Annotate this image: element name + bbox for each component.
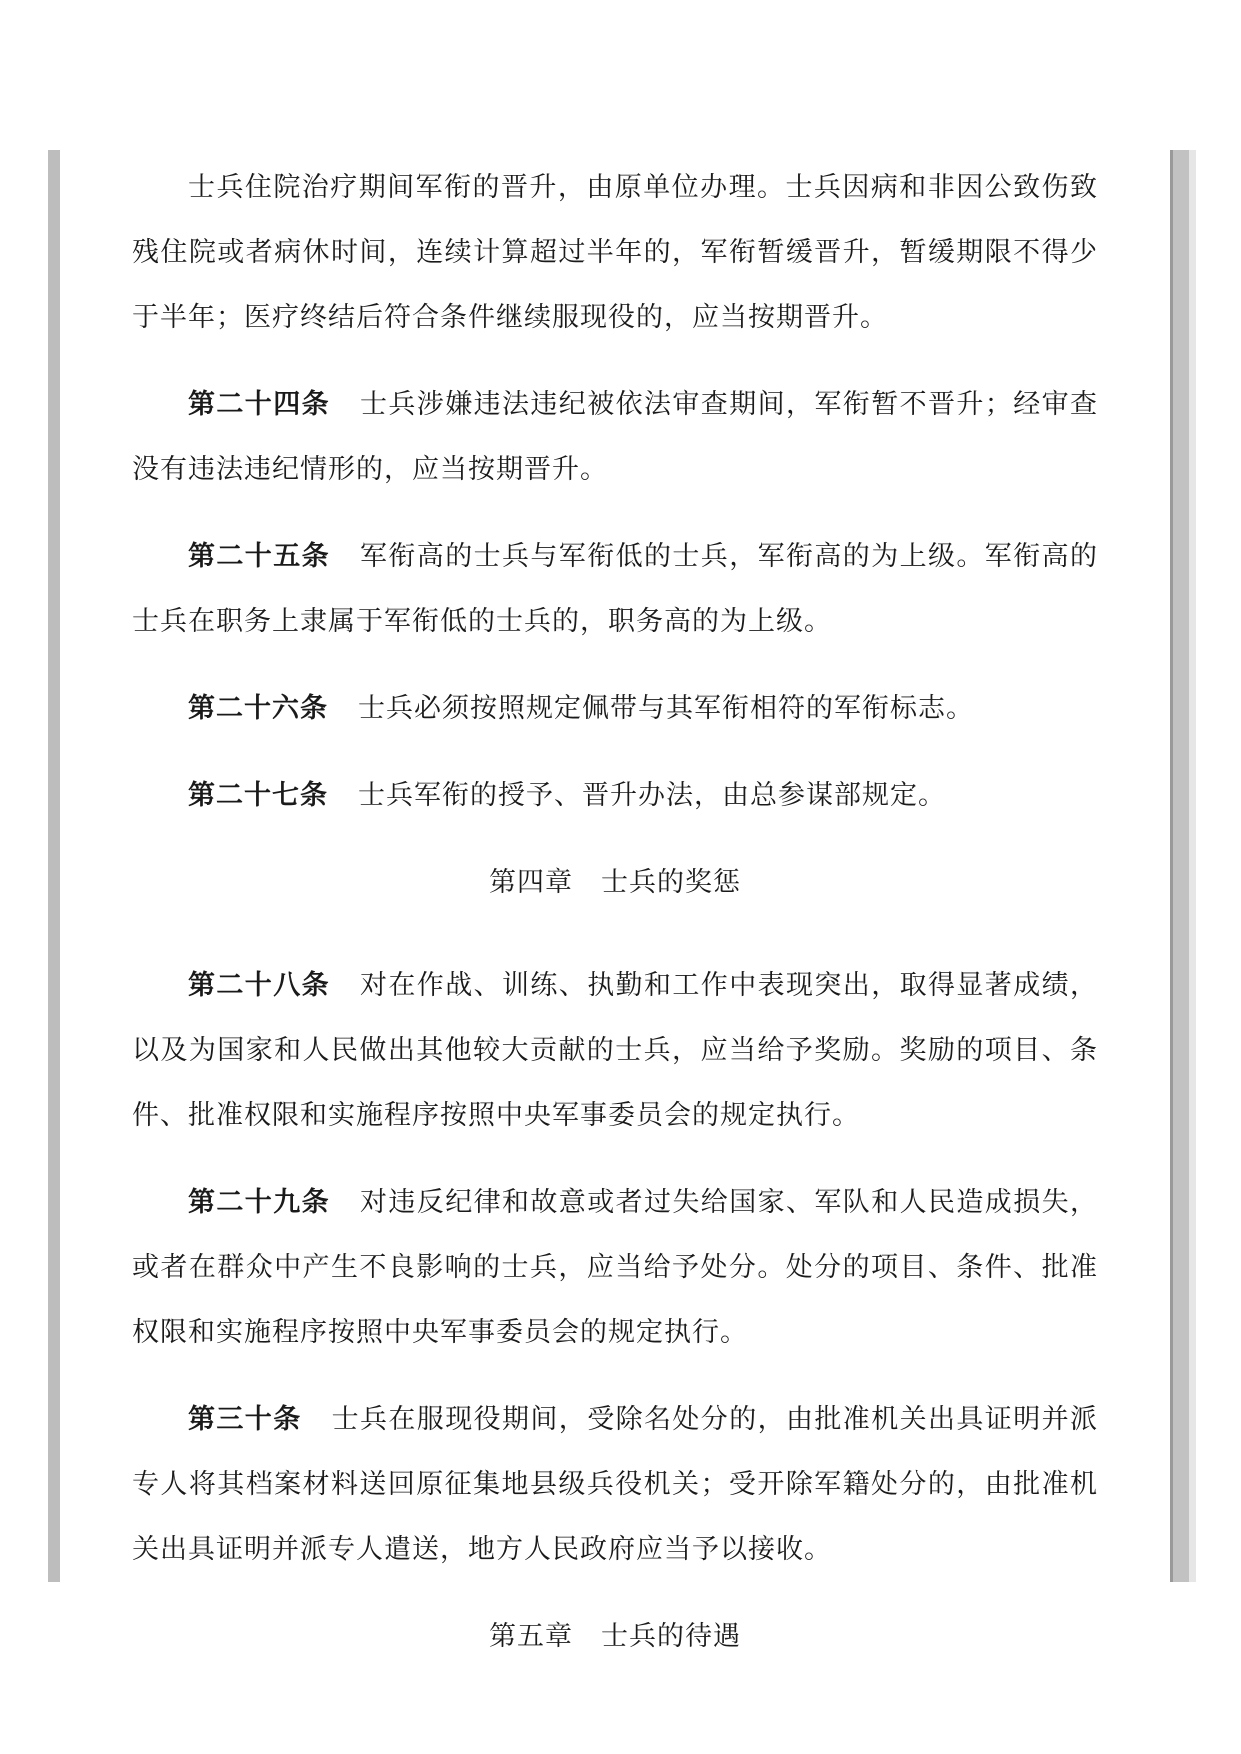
article-27-label: 第二十七条	[188, 780, 328, 811]
right-margin-bar	[1170, 150, 1189, 1582]
document-body	[132, 155, 1098, 1707]
article-29-label: 第二十九条	[188, 1187, 330, 1218]
paragraph-article-28	[132, 953, 1098, 1148]
article-27-text: 士兵军衔的授予、晋升办法，由总参谋部规定。	[358, 780, 946, 811]
chapter-4-heading: 第四章 士兵的奖惩	[489, 867, 741, 898]
article-30-text: 士兵在服现役期间，受除名处分的，由批准机关出具证明并派专人将其档案材料送回原征集地县级兵役机关；受开除军籍处分的，由批准机关出具证明并派专人遣送，地方人民政府应当予以接收。	[132, 1404, 1099, 1565]
article-26-label: 第二十六条	[188, 693, 328, 724]
article-29-text: 对违反纪律和故意或者过失给国家、军队和人民造成损失，或者在群众中产生不良影响的士兵，应当给予处分。处分的项目、条件、批准权限和实施程序按照中央军事委员会的规定执行。	[132, 1187, 1098, 1348]
paragraph-article-30	[132, 1387, 1098, 1582]
chapter-5-heading: 第五章 士兵的待遇	[489, 1621, 741, 1652]
article-25-label: 第二十五条	[188, 541, 330, 572]
paragraph-article-26	[132, 676, 1098, 741]
paragraph-article-27	[132, 763, 1098, 828]
article-24-label: 第二十四条	[188, 389, 330, 420]
paragraph-article-24	[132, 372, 1098, 502]
paragraph-article-23-continued: 士兵住院治疗期间军衔的晋升，由原单位办理。士兵因病和非因公致伤致残住院或者病休时间，连续计算超过半年的，军衔暂缓晋升，暂缓期限不得少于半年；医疗终结后符合条件继续服现役的，应当按期晋升。	[132, 172, 1098, 333]
article-28-text: 对在作战、训练、执勤和工作中表现突出，取得显著成绩，以及为国家和人民做出其他较大贡献的士兵，应当给予奖励。奖励的项目、条件、批准权限和实施程序按照中央军事委员会的规定执行。	[132, 970, 1098, 1131]
left-margin-bar	[48, 150, 60, 1582]
paragraph-article-25	[132, 524, 1098, 654]
article-24-text: 士兵涉嫌违法违纪被依法审查期间，军衔暂不晋升；经审查没有违法违纪情形的，应当按期晋升。	[132, 389, 1098, 485]
paragraph-article-29	[132, 1170, 1098, 1365]
article-30-label: 第三十条	[188, 1404, 302, 1435]
right-margin-bar-highlight	[1189, 150, 1196, 1582]
article-25-text: 军衔高的士兵与军衔低的士兵，军衔高的为上级。军衔高的士兵在职务上隶属于军衔低的士兵的，职务高的为上级。	[132, 541, 1098, 637]
article-28-label: 第二十八条	[188, 970, 330, 1001]
article-26-text: 士兵必须按照规定佩带与其军衔相符的军衔标志。	[358, 693, 974, 724]
